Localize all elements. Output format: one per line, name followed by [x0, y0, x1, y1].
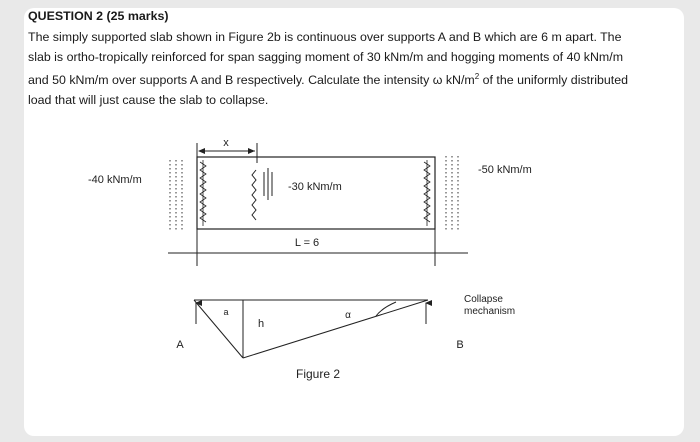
support-a-label: A — [176, 339, 184, 351]
figure-caption: Figure 2 — [295, 367, 341, 381]
moment-left-label: -40 kNm/m — [88, 174, 142, 186]
deflection-label: h — [257, 318, 265, 330]
question-text-main: The simply supported slab shown in Figure 2b is continuous over supports A and B which are 6 m apart. The slab is ortho-tropically reinforced for span sagging moment of 30 kNm/m and hogging moments of 40 kNm/m and 50 kNm/m over supports A and B respectively. Calculate the intensity ω kN/m — [28, 30, 624, 88]
collapse-label-line2: mechanism — [464, 306, 516, 317]
midspan-yield-line — [252, 168, 272, 220]
moment-right-label: -50 kNm/m — [478, 164, 532, 176]
slab-outline — [197, 157, 435, 229]
question-text-end: of the uniformly distributed load that will just cause the slab to collapse. — [28, 73, 628, 108]
collapse-label-line1: Collapse — [464, 294, 503, 305]
angle-right-label: α — [345, 310, 351, 321]
question-text-superscript: 2 — [474, 72, 480, 81]
dimension-span — [168, 229, 468, 266]
support-b-hatch — [424, 160, 430, 226]
yield-lines-right — [446, 156, 458, 230]
question-title: QUESTION 2 (25 marks) — [28, 9, 169, 23]
yield-lines-left — [170, 160, 182, 232]
angle-left-label: a — [223, 307, 229, 317]
moment-mid-label: -30 kNm/m — [288, 181, 342, 193]
support-b-label: B — [456, 339, 464, 351]
dimension-x — [197, 137, 257, 163]
support-a-hatch — [200, 160, 206, 226]
dimension-x-label: x — [223, 137, 229, 149]
collapse-mechanism — [194, 300, 428, 358]
dimension-span-label: L = 6 — [294, 237, 320, 249]
